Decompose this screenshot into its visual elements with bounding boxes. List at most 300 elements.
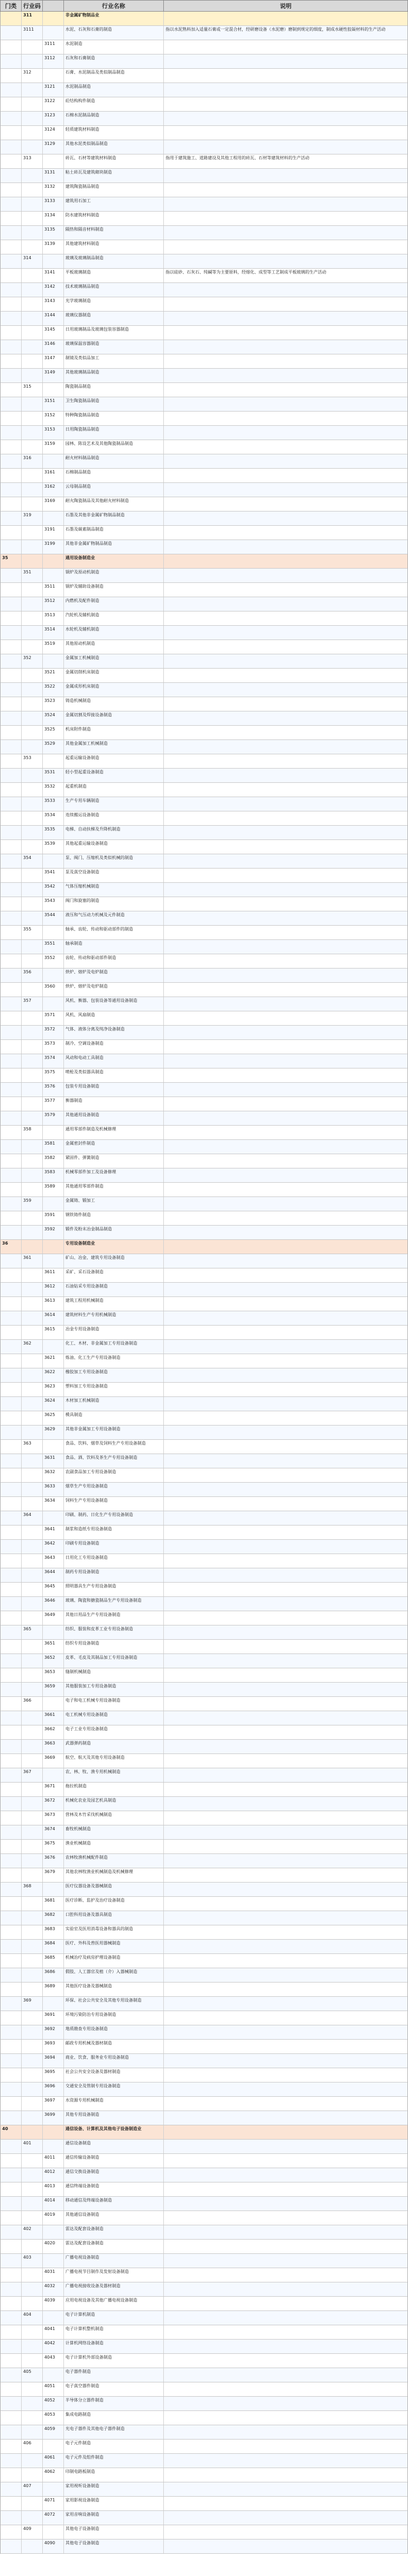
row-code [22, 1326, 43, 1339]
row-category [1, 1068, 22, 1082]
row-code [22, 2025, 43, 2039]
row-name: 农、林、牧、渔专用机械制造 [64, 1768, 164, 1782]
row-code [22, 1597, 43, 1611]
table-row [0, 440, 408, 454]
row-category [1, 2011, 22, 2025]
row-name: 锻件及粉末冶金制品制造 [64, 1226, 164, 1239]
row-name: 照明器具生产专用设备制造 [64, 1583, 164, 1596]
row-category [1, 1140, 22, 1154]
row-subcode: 3696 [43, 2082, 64, 2096]
table-row [0, 854, 408, 869]
row-code: 406 [22, 2440, 43, 2453]
table-row [0, 154, 408, 169]
table-row [0, 1654, 408, 1668]
row-subcode: 3572 [43, 1026, 64, 1039]
row-name: 假肢、人工器官及植（介）入器械制造 [64, 1968, 164, 1982]
row-category [1, 412, 22, 425]
row-code [22, 212, 43, 225]
row-subcode [43, 1511, 64, 1525]
row-subcode: 4062 [43, 2468, 64, 2482]
table-row [0, 1668, 408, 1683]
row-category [1, 2354, 22, 2368]
row-name: 食品、饮料、烟草及饲料生产专用设备制造 [64, 1440, 164, 1454]
row-name: 缝制机械制造 [64, 1668, 164, 1682]
row-description [164, 1226, 407, 1239]
row-code [22, 354, 43, 368]
row-description [164, 2540, 407, 2553]
table-row [0, 497, 408, 511]
row-category [1, 540, 22, 554]
table-row [0, 469, 408, 483]
row-code [22, 1283, 43, 1296]
row-description [164, 312, 407, 325]
table-row [0, 383, 408, 397]
table-row [0, 2240, 408, 2254]
row-description [164, 840, 407, 854]
row-code [22, 226, 43, 240]
table-row [0, 1968, 408, 1983]
row-category [1, 54, 22, 68]
row-category [1, 1211, 22, 1225]
row-description [164, 2054, 407, 2068]
table-row [0, 626, 408, 640]
row-description: 指用于建筑施工、道路建设及其他工程用的砖瓦、石材等建筑材料的生产活动 [165, 156, 310, 160]
row-category [1, 1968, 22, 1982]
row-name: 日用陶瓷制品制造 [64, 426, 164, 440]
table-row [0, 640, 408, 654]
row-code [22, 1026, 43, 1039]
row-category [1, 1111, 22, 1125]
row-category [1, 226, 22, 240]
row-name: 其他医疗设备及器械制造 [64, 1983, 164, 1996]
row-description [164, 940, 407, 954]
row-code [22, 540, 43, 554]
row-category [1, 640, 22, 654]
row-subcode: 3535 [43, 826, 64, 839]
row-subcode: 3512 [43, 597, 64, 611]
row-code [22, 2182, 43, 2196]
row-subcode: 3514 [43, 626, 64, 640]
row-category [1, 611, 22, 625]
row-name: 制镜及类似品加工 [64, 354, 164, 368]
row-description [164, 69, 407, 83]
table-row [0, 197, 408, 212]
row-code: 367 [22, 1768, 43, 1782]
row-category [1, 769, 22, 782]
row-subcode: 3144 [43, 312, 64, 325]
row-description [164, 654, 407, 668]
row-name: 起重机制造 [64, 783, 164, 797]
row-description [164, 1283, 407, 1296]
row-subcode: 3683 [43, 1925, 64, 1939]
row-description [164, 2197, 407, 2210]
row-category [1, 1297, 22, 1311]
row-code: 316 [22, 454, 43, 468]
table-row [0, 1126, 408, 1140]
table-row [0, 1211, 408, 1226]
table-row [0, 1768, 408, 1783]
table-row [0, 254, 408, 269]
row-name: 化工、木材、非金属加工专用设备制造 [64, 1340, 164, 1354]
row-category [1, 240, 22, 254]
table-row [0, 2497, 408, 2511]
table-row [0, 2068, 408, 2082]
row-name: 环境污染防治专用设备制造 [64, 2011, 164, 2025]
row-subcode: 3141 [43, 269, 64, 282]
row-description [164, 1411, 407, 1425]
row-name: 石墨及碳素制品制造 [64, 526, 164, 540]
row-name: 其他农林牧渔业机械制造及机械修理 [64, 1868, 164, 1882]
row-name: 电子计算机制造 [64, 2311, 164, 2325]
row-description [164, 1340, 407, 1354]
row-subcode [43, 2440, 64, 2453]
row-subcode [43, 1883, 64, 1896]
row-category [1, 1897, 22, 1911]
row-subcode [43, 1340, 64, 1354]
row-code [22, 2040, 43, 2053]
row-description [164, 1697, 407, 1711]
row-description [164, 569, 407, 582]
row-subcode: 3652 [43, 1654, 64, 1668]
row-name: 机械零部件加工及设备修理 [64, 1168, 164, 1182]
row-code [22, 1797, 43, 1811]
row-name: 雷达及配套设备制造 [64, 2225, 164, 2239]
table-row [0, 2411, 408, 2425]
row-category [1, 669, 22, 682]
row-category [1, 1468, 22, 1482]
row-subcode: 3571 [43, 1011, 64, 1025]
row-name: 皮革、毛皮及其制品加工专用设备制造 [64, 1654, 164, 1668]
row-code: 368 [22, 1883, 43, 1896]
row-code [22, 2340, 43, 2353]
row-name: 气体、液体分离及纯净设备制造 [64, 1026, 164, 1039]
row-category [1, 1354, 22, 1368]
row-description [164, 1797, 407, 1811]
row-code [22, 40, 43, 54]
row-code [22, 2097, 43, 2111]
row-name: 建筑工程用机械制造 [64, 1297, 164, 1311]
row-subcode: 3519 [43, 640, 64, 654]
row-code: 357 [22, 997, 43, 1011]
row-code [22, 269, 43, 282]
row-description [164, 711, 407, 725]
row-subcode: 3581 [43, 1140, 64, 1154]
table-row [0, 754, 408, 769]
row-name: 起重运输设备制造 [64, 754, 164, 768]
table-row [0, 940, 408, 954]
row-code [22, 1683, 43, 1696]
table-row [0, 1825, 408, 1840]
row-code [22, 2082, 43, 2096]
row-code [22, 2068, 43, 2082]
row-subcode: 3124 [43, 126, 64, 140]
row-description [164, 1583, 407, 1596]
row-code: 356 [22, 969, 43, 982]
row-category [1, 1011, 22, 1025]
row-category [1, 1183, 22, 1196]
row-category [1, 312, 22, 325]
row-name: 隔热和隔音材料制造 [64, 226, 164, 240]
row-code: 313 [22, 154, 43, 168]
row-code [22, 1583, 43, 1596]
row-description [164, 769, 407, 782]
row-subcode: 3659 [43, 1683, 64, 1696]
row-category [1, 1254, 22, 1268]
row-category [1, 1811, 22, 1825]
row-code: 358 [22, 1126, 43, 1139]
row-subcode: 3551 [43, 940, 64, 954]
row-category [1, 1497, 22, 1511]
row-code [22, 1311, 43, 1325]
row-code [22, 197, 43, 211]
table-row [0, 2325, 408, 2340]
row-code [22, 1568, 43, 1582]
row-description [164, 983, 407, 997]
row-subcode: 4041 [43, 2325, 64, 2339]
row-subcode: 3653 [43, 1668, 64, 1682]
row-category [1, 340, 22, 354]
row-category [1, 197, 22, 211]
table-row [0, 2382, 408, 2397]
row-description [164, 1068, 407, 1082]
row-name: 口腔科用设备及器具制造 [64, 1911, 164, 1925]
row-subcode: 3162 [43, 483, 64, 497]
row-code [22, 1925, 43, 1939]
row-name: 电子真空器件制造 [64, 2382, 164, 2396]
table-row [0, 2140, 408, 2154]
row-code [22, 811, 43, 825]
row-name: 其他通信设备制造 [64, 2211, 164, 2225]
row-description [164, 454, 407, 468]
row-description [164, 1525, 407, 1539]
row-subcode: 4090 [43, 2540, 64, 2553]
row-description [164, 1183, 407, 1196]
row-subcode: 3643 [43, 1554, 64, 1568]
row-description [164, 1297, 407, 1311]
row-subcode: 3685 [43, 1954, 64, 1968]
row-code [22, 1383, 43, 1396]
row-description [164, 483, 407, 497]
row-name: 制冷、空调设备制造 [64, 1040, 164, 1054]
row-description [164, 869, 407, 882]
row-name: 石墨及其他非金属矿物制品制造 [64, 511, 164, 525]
row-code [22, 2054, 43, 2068]
row-subcode: 3576 [43, 1083, 64, 1097]
row-subcode: 3544 [43, 911, 64, 925]
row-code [22, 1154, 43, 1168]
row-subcode: 3686 [43, 1968, 64, 1982]
row-description [164, 2082, 407, 2096]
row-subcode [43, 2482, 64, 2496]
row-subcode: 3694 [43, 2054, 64, 2068]
row-name: 连续搬运设备制造 [64, 811, 164, 825]
row-name: 铸造机械制造 [64, 697, 164, 711]
row-name: 电子和电工机械专用设备制造 [64, 1697, 164, 1711]
row-category [1, 2111, 22, 2125]
row-code: 405 [22, 2368, 43, 2382]
row-code [22, 1825, 43, 1839]
row-category [1, 2097, 22, 2111]
row-category [1, 1954, 22, 1968]
row-name: 通用零部件制造及机械修理 [64, 1126, 164, 1139]
row-description [164, 1968, 407, 1982]
row-code [22, 1168, 43, 1182]
row-name: 钢铁铸件制造 [64, 1211, 164, 1225]
row-subcode: 3521 [43, 669, 64, 682]
row-category [1, 2154, 22, 2168]
row-category [1, 440, 22, 454]
row-name: 耐火陶瓷制品及其他耐火材料制造 [64, 497, 164, 511]
table-row [0, 1397, 408, 1411]
row-name: 机械治疗及病房护理设备制造 [64, 1954, 164, 1968]
row-code: 355 [22, 926, 43, 939]
row-name: 烘炉、熔炉及电炉制造 [64, 983, 164, 997]
row-subcode [43, 754, 64, 768]
row-name: 通用设备制造业 [64, 554, 164, 568]
row-category [1, 2040, 22, 2053]
row-name: 金属加工机械制造 [64, 654, 164, 668]
row-code [22, 2411, 43, 2425]
row-name: 石棉水泥制品制造 [64, 112, 164, 125]
row-name: 制浆和造纸专用设备制造 [64, 1525, 164, 1539]
row-code [22, 554, 43, 568]
row-description [164, 2240, 407, 2253]
table-row [0, 1068, 408, 1083]
row-subcode: 4020 [43, 2240, 64, 2253]
row-subcode [43, 926, 64, 939]
table-row [0, 1340, 408, 1354]
row-description [164, 1368, 407, 1382]
table-row [0, 2397, 408, 2411]
row-subcode: 3533 [43, 797, 64, 811]
row-description [164, 2154, 407, 2168]
table-row [0, 811, 408, 826]
row-category [1, 1868, 22, 1882]
row-subcode: 3615 [43, 1326, 64, 1339]
row-description [164, 240, 407, 254]
row-subcode [43, 2368, 64, 2382]
row-name: 邮政专用机械及器材制造 [64, 2040, 164, 2053]
row-subcode: 3682 [43, 1911, 64, 1925]
row-code [22, 1897, 43, 1911]
table-row [0, 897, 408, 911]
row-name: 家用视听设备制造 [64, 2482, 164, 2496]
row-code [22, 683, 43, 697]
row-description [164, 1026, 407, 1039]
row-name: 金属成形机床制造 [64, 683, 164, 697]
row-subcode: 3552 [43, 954, 64, 968]
row-name: 家用影视设备制造 [64, 2497, 164, 2510]
row-name: 紧固件、弹簧制造 [64, 1154, 164, 1168]
row-name: 平板玻璃制造 [64, 269, 164, 282]
row-category [1, 954, 22, 968]
row-description [164, 226, 407, 240]
table-row [0, 554, 408, 569]
row-category [1, 1668, 22, 1682]
table-row [0, 226, 408, 240]
row-subcode: 3151 [43, 397, 64, 411]
table-row [0, 1840, 408, 1854]
table-row [0, 183, 408, 197]
row-description [164, 1126, 407, 1139]
row-subcode: 3634 [43, 1497, 64, 1511]
table-row [0, 1911, 408, 1925]
row-subcode [43, 854, 64, 868]
row-code [22, 1611, 43, 1625]
row-code [22, 2397, 43, 2410]
row-category [1, 1983, 22, 1996]
row-subcode: 4032 [43, 2282, 64, 2296]
row-code [22, 826, 43, 839]
row-description [164, 1154, 407, 1168]
row-code [22, 1854, 43, 1868]
row-subcode: 3662 [43, 1725, 64, 1739]
row-name: 其他金属加工机械制造 [64, 740, 164, 754]
row-code: 314 [22, 254, 43, 268]
table-row [0, 312, 408, 326]
row-code [22, 283, 43, 297]
row-subcode: 4013 [43, 2182, 64, 2196]
row-description [164, 440, 407, 454]
row-code: 369 [22, 1997, 43, 2011]
row-category [1, 1126, 22, 1139]
row-name: 泵及真空设备制造 [64, 869, 164, 882]
table-row [0, 583, 408, 597]
row-description [164, 1640, 407, 1654]
row-category [1, 1097, 22, 1111]
row-name: 生产专用车辆制造 [64, 797, 164, 811]
table-row [0, 1097, 408, 1111]
row-category [1, 112, 22, 125]
row-subcode: 3589 [43, 1183, 64, 1196]
row-category [1, 2368, 22, 2382]
row-category [1, 2068, 22, 2082]
row-name: 畜牧机械制造 [64, 1825, 164, 1839]
row-category [1, 497, 22, 511]
row-description [164, 1654, 407, 1668]
row-subcode: 3697 [43, 2097, 64, 2111]
row-code: 319 [22, 511, 43, 525]
row-category [1, 283, 22, 297]
table-row [0, 1111, 408, 1126]
row-name: 印刷、制药、日化生产专用设备制造 [64, 1511, 164, 1525]
row-description [164, 369, 407, 382]
row-name: 航空、航天及其他专用设备制造 [64, 1754, 164, 1768]
row-description [164, 326, 407, 340]
row-code [22, 1525, 43, 1539]
row-category [1, 2525, 22, 2539]
table-row [0, 2468, 408, 2482]
row-name: 冶金专用设备制造 [64, 1326, 164, 1339]
row-name: 泵、阀门、压缩机及类似机械的制造 [64, 854, 164, 868]
row-category [1, 1754, 22, 1768]
row-description [164, 1254, 407, 1268]
row-name: 石灰和石膏制造 [64, 54, 164, 68]
row-name: 其他通用零部件制造 [64, 1183, 164, 1196]
table-row [0, 2168, 408, 2182]
row-code [22, 2211, 43, 2225]
row-name: 医疗诊断、监护及治疗设备制造 [64, 1897, 164, 1911]
table-row [0, 1168, 408, 1183]
row-code [22, 954, 43, 968]
row-code [22, 2268, 43, 2282]
row-category [1, 2168, 22, 2182]
row-name: 其他水泥类似制品制造 [64, 140, 164, 154]
row-code [22, 983, 43, 997]
table-row [0, 569, 408, 583]
row-code [22, 1983, 43, 1996]
table-row [0, 1811, 408, 1825]
